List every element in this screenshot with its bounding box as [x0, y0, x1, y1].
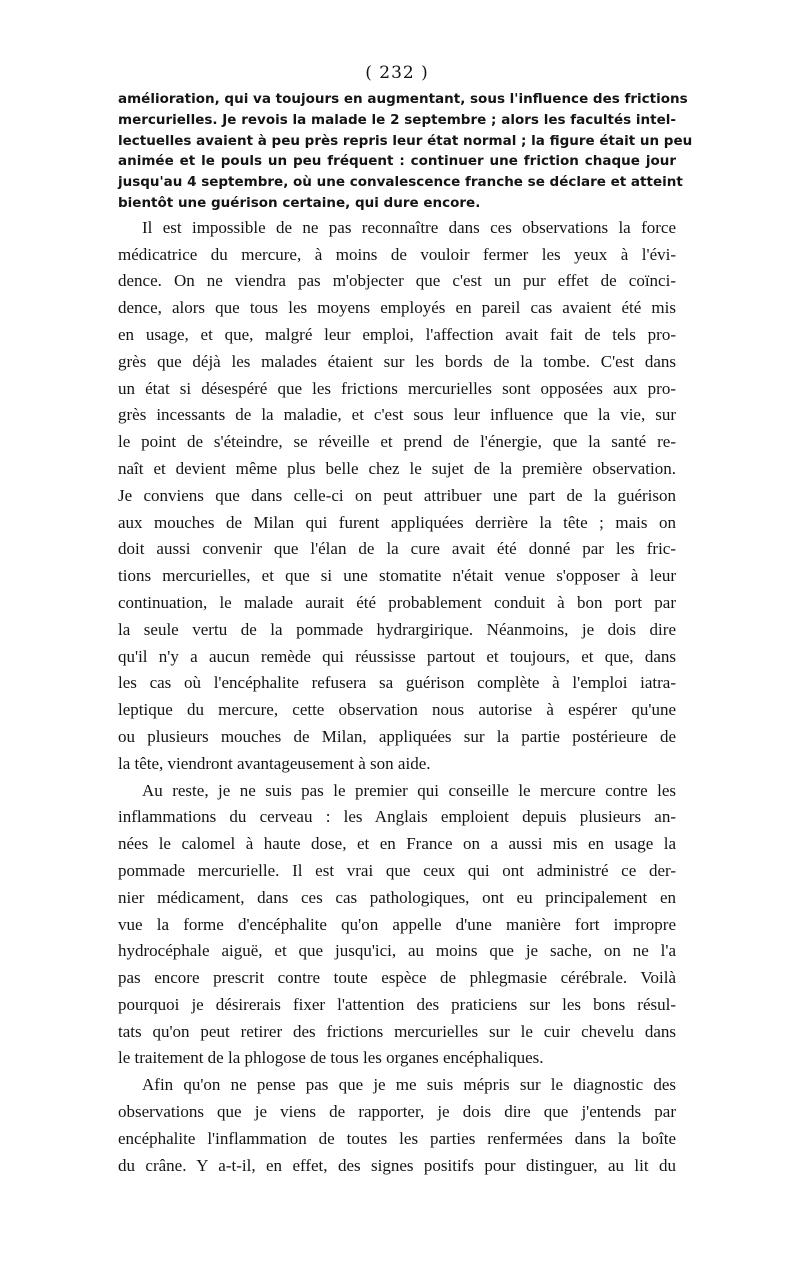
text-line: dence, alors que tous les moyens employés en pareil cas avaient été mis	[118, 298, 676, 318]
text-line: inflammations du cerveau : les Anglais emploient depuis plusieurs an-	[118, 807, 676, 827]
text-line: jusqu'au 4 septembre, où une convalescence franche se déclare et atteint	[118, 174, 683, 191]
text-line: leptique du mercure, cette observation nous autorise à espérer qu'une	[118, 700, 676, 720]
text-line: qu'il n'y a aucun remède qui réussisse partout et toujours, et que, dans	[118, 646, 676, 666]
text-line: vue la forme d'encéphalite qu'on appelle d'une manière fort impropre	[118, 914, 676, 934]
text-line: un état si désespéré que les frictions mercurielles sont opposées aux pro-	[118, 378, 676, 398]
text-line: du crâne. Y a-t-il, en effet, des signes positifs pour distinguer, au lit du	[118, 1155, 676, 1175]
text-line: Au reste, je ne suis pas le premier qui conseille le mercure contre les	[142, 780, 676, 800]
text-line: animée et le pouls un peu fréquent : continuer une friction chaque jour	[118, 153, 676, 170]
text-line: pas encore prescrit contre toute espèce de phlegmasie cérébrale. Voilà	[118, 968, 676, 988]
text-line: les cas où l'encéphalite refusera sa guérison complète à l'emploi iatra-	[118, 673, 676, 693]
text-line: la tête, viendront avantageusement à son aide.	[118, 753, 431, 773]
page-number: ( 232 )	[365, 63, 429, 83]
text-line: dence. On ne viendra pas m'objecter que c'est un pur effet de coïnci-	[118, 271, 676, 291]
text-line: en usage, et que, malgré leur emploi, l'affection avait fait de tels pro-	[118, 324, 676, 344]
text-line: naît et devient même plus belle chez le sujet de la première observation.	[118, 458, 676, 478]
text-line: pourquoi je désirerais fixer l'attention des praticiens sur les bons résul-	[118, 994, 676, 1014]
paragraph-diagnosis	[118, 1072, 676, 1179]
text-line: la seule vertu de la pommade hydrargirique. Néanmoins, je dois dire	[118, 619, 676, 639]
text-line: le point de s'éteindre, se réveille et prend de l'énergie, que la santé re-	[118, 432, 676, 452]
paragraph-mercury-efficacy	[118, 215, 676, 778]
text-line: bientôt une guérison certaine, qui dure encore.	[118, 194, 481, 211]
text-line: grès incessants de la maladie, et c'est sous leur influence que la vie, sur	[118, 405, 676, 425]
book-page	[118, 58, 693, 1179]
text-line: aux mouches de Milan qui furent appliquées derrière la tête ; mais on	[118, 512, 676, 532]
text-line: médicatrice du mercure, à moins de vouloir fermer les yeux à l'évi-	[118, 244, 676, 264]
text-line: continuation, le malade aurait été probablement conduit à bon port par	[118, 592, 676, 612]
text-line: le traitement de la phlogose de tous les organes encéphaliques.	[118, 1048, 544, 1068]
text-line: Afin qu'on ne pense pas que je me suis mépris sur le diagnostic des	[142, 1075, 676, 1095]
paragraph-prior-usage	[118, 778, 676, 1073]
paragraph-case-conclusion	[118, 89, 693, 214]
text-line: mercurielles. Je revois la malade le 2 septembre ; alors les facultés intel-	[118, 111, 676, 128]
text-line: observations que je viens de rapporter, je dois dire que j'entends par	[118, 1102, 676, 1122]
text-line: Il est impossible de ne pas reconnaître dans ces observations la force	[142, 217, 676, 237]
text-line: hydrocéphale aiguë, et que jusqu'ici, au moins que je sache, on ne l'a	[118, 941, 676, 961]
text-line: tions mercurielles, et que si une stomatite n'était venue s'opposer à leur	[118, 566, 676, 586]
text-line: encéphalite l'inflammation de toutes les parties renfermées dans la boîte	[118, 1128, 676, 1148]
text-line: tats qu'on peut retirer des frictions mercurielles sur le cuir chevelu dans	[118, 1021, 676, 1041]
text-line: nées le calomel à haute dose, et en France on a aussi mis en usage la	[118, 834, 676, 854]
text-line: ou plusieurs mouches de Milan, appliquées sur la partie postérieure de	[118, 726, 676, 746]
text-line: Je conviens que dans celle-ci on peut attribuer une part de la guérison	[118, 485, 676, 505]
text-line: amélioration, qui va toujours en augmentant, sous l'influence des frictions	[118, 91, 688, 107]
text-line: lectuelles avaient à peu près repris leur état normal ; la figure était un peu	[118, 132, 693, 149]
text-line: grès que déjà les malades étaient sur les bords de la tombe. C'est dans	[118, 351, 676, 371]
text-line: nier médicament, dans ces cas pathologiques, ont eu principalement en	[118, 887, 676, 907]
text-line: pommade mercurielle. Il est vrai que ceux qui ont administré ce der-	[118, 860, 676, 880]
text-line: doit aussi convenir que l'élan de la cure avait été donné par les fric-	[118, 539, 676, 559]
